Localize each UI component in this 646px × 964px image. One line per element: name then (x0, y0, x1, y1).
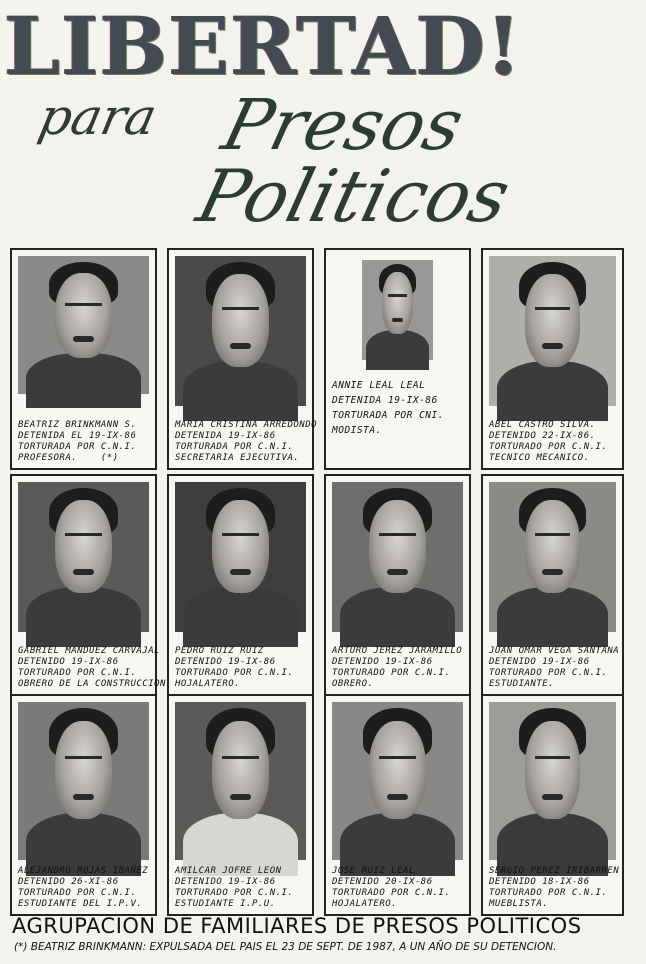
prisoner-tortured: TORTURADO POR C.N.I. (332, 668, 451, 678)
prisoner-occupation: SECRETARIA EJECUTIVA. (175, 453, 300, 463)
prisoner-tortured: TORTURADO POR C.N.I. (175, 668, 294, 678)
prisoner-photo (18, 482, 149, 632)
prisoner-name: PEDRO RUIZ RUIZ (175, 646, 264, 656)
prisoner-name: ARTURO JEREZ JARAMILLO (332, 646, 463, 656)
prisoner-caption (489, 420, 618, 464)
prisoner-detained: DETENIDA 19-IX-86 (175, 431, 276, 441)
prisoner-name: ALEJANDRO ROJAS IBAÑEZ (18, 866, 149, 876)
prisoner-detained: DETENIDO 26-XI-86 (18, 877, 119, 887)
prisoner-name: ABEL CASTRO SILVA. (489, 420, 596, 430)
prisoner-occupation: MODISTA. (332, 425, 382, 436)
prisoner-caption (489, 646, 618, 690)
prisoner-tortured: TORTURADO POR C.N.I. (18, 668, 137, 678)
prisoner-caption (489, 866, 618, 910)
prisoner-card (324, 248, 471, 470)
prisoner-name: JUAN OMAR VEGA SANTANA (489, 646, 620, 656)
prisoner-caption (18, 866, 151, 910)
subtitle-para: para (33, 88, 162, 146)
prisoner-caption (175, 866, 308, 910)
prisoner-tortured: TORTURADO POR C.N.I. (175, 888, 294, 898)
prisoner-card (167, 694, 314, 916)
prisoner-occupation: TECNICO MECANICO. (489, 453, 590, 463)
prisoner-name: ANNIE LEAL LEAL (332, 380, 426, 391)
prisoner-card (481, 474, 624, 696)
prisoner-card (10, 694, 157, 916)
prisoner-caption (175, 646, 308, 690)
prisoner-occupation: PROFESORA. (18, 453, 78, 463)
prisoner-caption (332, 378, 465, 438)
prisoner-detained: DETENIDO 19-IX-86 (175, 657, 276, 667)
prisoner-detained: DETENIDO 19-IX-86 (332, 657, 433, 667)
prisoner-name: GABRIEL MANDUEZ CARVAJAL (18, 646, 161, 656)
prisoner-occupation: OBRERO DE LA CONSTRUCCION (18, 679, 166, 689)
prisoner-photo (18, 702, 149, 860)
prisoner-name: AMILCAR JOFRE LEON (175, 866, 282, 876)
prisoner-detained: DETENIDO 20-IX-86 (332, 877, 433, 887)
prisoner-tortured: TORTURADO POR C.N.I. (489, 668, 608, 678)
prisoner-photo (489, 482, 616, 632)
poster-title: LIBERTAD! (4, 0, 523, 93)
prisoner-card (324, 474, 471, 696)
prisoner-photo (175, 256, 306, 406)
prisoner-occupation: HOJALATERO. (332, 899, 398, 909)
footnote-text: (*) BEATRIZ BRINKMANN: EXPULSADA DEL PAIS EL 23 DE SEPT. DE 1987, A UN AÑO DE SU DETENCION. (14, 941, 557, 953)
prisoner-photo (332, 482, 463, 632)
prisoner-occupation: HOJALATERO. (175, 679, 241, 689)
subtitle-politicos: Politicos (189, 154, 518, 238)
prisoner-detained: DETENIDO 18-IX-86 (489, 877, 590, 887)
prisoner-grid (10, 248, 624, 916)
prisoner-tortured: TORTURADA POR C.N.I. (175, 442, 294, 452)
prisoner-caption (18, 646, 166, 690)
prisoner-tortured: TORTURADA POR C.N.I. (18, 442, 137, 452)
subtitle-presos: Presos (214, 84, 472, 166)
prisoner-caption (175, 420, 318, 464)
prisoner-detained: DETENIDO 19-IX-86 (175, 877, 276, 887)
prisoner-caption (332, 866, 465, 910)
footnote-mark: (*) (100, 453, 119, 463)
prisoner-name: BEATRIZ BRINKMANN S. (18, 420, 137, 430)
prisoner-tortured: TORTURADO POR C.N.I. (489, 442, 608, 452)
prisoner-detained: DETENIDA EL 19-IX-86 (18, 431, 137, 441)
prisoner-tortured: TORTURADO POR C.N.I. (18, 888, 137, 898)
prisoner-photo (175, 482, 306, 632)
prisoner-tortured: TORTURADO POR C.N.I. (332, 888, 451, 898)
prisoner-card (167, 474, 314, 696)
prisoner-card (10, 248, 157, 470)
prisoner-occupation: OBRERO. (332, 679, 374, 689)
prisoner-occupation: MUEBLISTA. (489, 899, 549, 909)
prisoner-tortured: TORTURADA POR CNI. (332, 410, 444, 421)
prisoner-caption (332, 646, 465, 690)
prisoner-card (167, 248, 318, 470)
prisoner-photo (489, 256, 616, 406)
prisoner-occupation: ESTUDIANTE I.P.U. (175, 899, 276, 909)
prisoner-card (481, 694, 624, 916)
prisoner-detained: DETENIDO 19-IX-86 (18, 657, 119, 667)
prisoner-name: MARIA CRISTINA ARREDONDO (175, 420, 318, 430)
prisoner-photo (18, 256, 149, 394)
prisoner-photo (362, 260, 433, 360)
prisoner-card (10, 474, 166, 696)
prisoner-card (481, 248, 624, 470)
prisoner-name: SERGIO PEREZ IRIBARREN (489, 866, 620, 876)
prisoner-photo (175, 702, 306, 860)
prisoner-caption (18, 420, 151, 464)
prisoner-detained: DETENIDO 19-IX-86 (489, 657, 590, 667)
prisoner-name: JOSE RUIZ LEAL (332, 866, 415, 876)
prisoner-detained: DETENIDA 19-IX-86 (332, 395, 438, 406)
prisoner-photo (489, 702, 616, 860)
prisoner-tortured: TORTURADO POR C.N.I. (489, 888, 608, 898)
prisoner-occupation: ESTUDIANTE. (489, 679, 555, 689)
prisoner-card (324, 694, 471, 916)
prisoner-detained: DETENIDO 22-IX-86. (489, 431, 596, 441)
organization-name: AGRUPACION DE FAMILIARES DE PRESOS POLITICOS (12, 914, 582, 938)
prisoner-occupation: ESTUDIANTE DEL I.P.V. (18, 899, 143, 909)
prisoner-photo (332, 702, 463, 860)
